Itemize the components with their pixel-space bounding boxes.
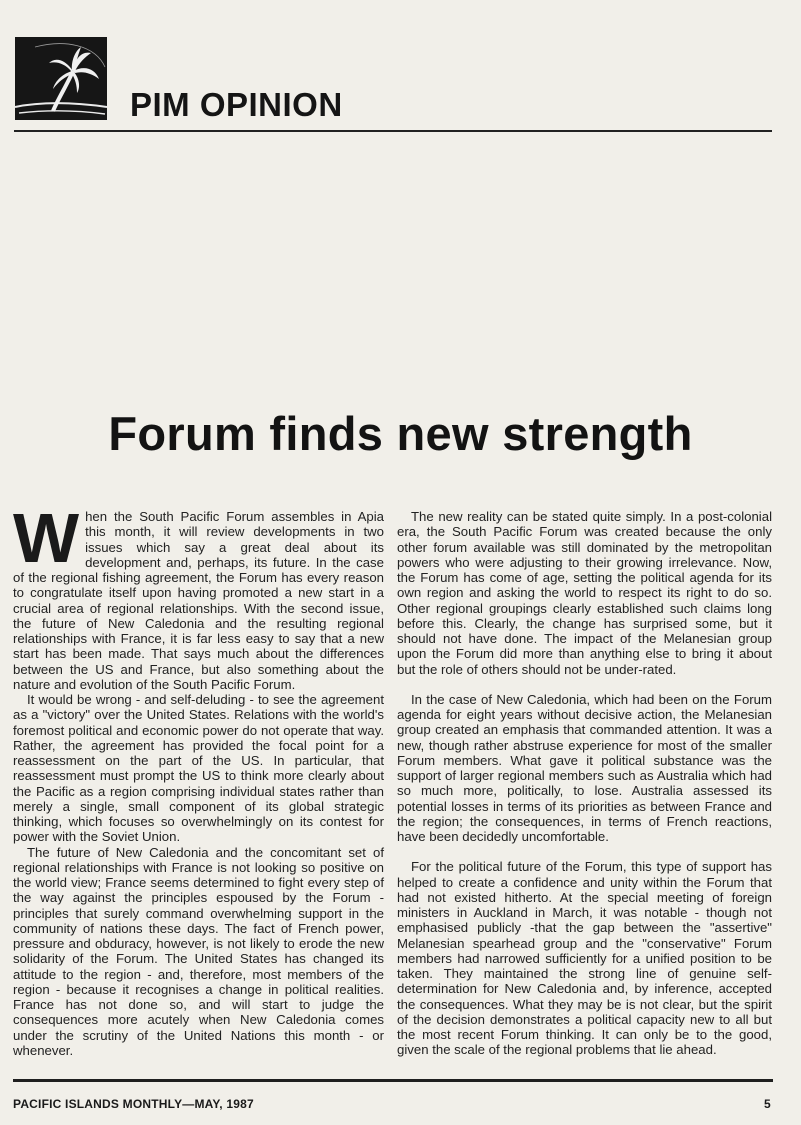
paragraph-text: hen the South Pacific Forum assembles in Apia this month, it will review developments in two issues which say a great deal about its development and, perhaps, its future. In the case of the regional fishing agreement, the Forum has every reason to congratulate itself upon having promoted a new start in a crucial area of regional relationships. With the second issue, the future of New Caledonia and the resulting regional relationships with France, it is far less easy to say that a new start has been made. That says much about the differences between the US and France, but also something about the nature and evolution of the South Pacific Forum. [13,509,384,692]
article-paragraph: The future of New Caledonia and the concomitant set of regional relationships with France is not looking so positive on the world view; France seems determined to fight every step of the way against the principles espoused by the Forum - principles that surely command overwhelming support in the community of nations these days. The fact of French power, pressure and obduracy, however, is not likely to erode the new solidarity of the Forum. The United States has changed its attitude to the region - and, therefore, most members of the region - because it recognises a change in political realities. France has not done so, and will start to judge the consequences more acutely when New Caledonia comes under the scrutiny of the United Nations this month - or whenever. [13,844,384,1058]
article-paragraph: For the political future of the Forum, this type of support has helped to create a confidence and unity within the Forum that had not existed hitherto. At the special meeting of foreign ministers in Auckland in March, it was notable - though not emphasised publicly -that the gap between the "assertive" Melanesian spearhead group and the "conservative" Forum members had narrowed sufficiently for a unified position to be taken. They maintained the strong line of genuine self-determination for New Caledonia and, by inference, accepted the consequences. What they may be is not clear, but the spirit of the decision demonstrates a political capacity new to all but the most recent Forum thinking. It can only be to the good, given the scale of the regional problems that lie ahead. [397,859,772,1058]
logo [15,37,107,120]
article-paragraph: In the case of New Caledonia, which had been on the Forum agenda for eight years without decisive action, the Melanesian group created an emphasis that commanded attention. It was a new, though rather abstruse experience for most of the smaller Forum members. What gave it political substance was the support of larger regional members such as Australia which had so much more, politically, to lose. Australia assessed its potential losses in terms of its priorities as between France and the region; the consequences, in terms of French reactions, have been decidedly uncomfortable. [397,691,772,844]
page-number: 5 [764,1097,771,1111]
footer-divider [13,1079,773,1082]
publication-footer: PACIFIC ISLANDS MONTHLY—MAY, 1987 [13,1097,254,1111]
article-paragraph: The new reality can be stated quite simply. In a post-colonial era, the South Pacific Forum was created because the only other forum available was still dominated by the metropolitan powers who were adjusting to their growing irrelevance. Now, the Forum has come of age, setting the political agenda for its own region and asking the world to respect its right to do so. Other regional groupings clearly established such claims long before this. Clearly, the change has surprised some, but it should not have done. The impact of the Melanesian group upon the Forum did more than anything else to bring it about but the role of others should not be under-rated. [397,509,772,677]
palm-tree-icon [15,37,107,120]
article-paragraph: It would be wrong - and self-deluding - to see the agreement as a "victory" over the United States. Relations with the world's foremost political and economic power do not operate that way. Rather, the agreement has provided the focal point for a reassessment on the part of the US. In particular, that reassessment must prompt the US to think more clearly about the Pacific as a region comprising individual states rather than merely a single, small component of its global strategic thinking, which focuses so overwhelmingly on its contest for power with the Soviet Union. [13,692,384,845]
article-column-right [397,509,772,1073]
article-headline: Forum finds new strength [108,407,693,460]
drop-cap: W [13,499,80,577]
header-divider [14,130,772,132]
article-column-left [13,499,384,1058]
article-paragraph [13,499,384,692]
section-title: PIM OPINION [130,86,343,123]
